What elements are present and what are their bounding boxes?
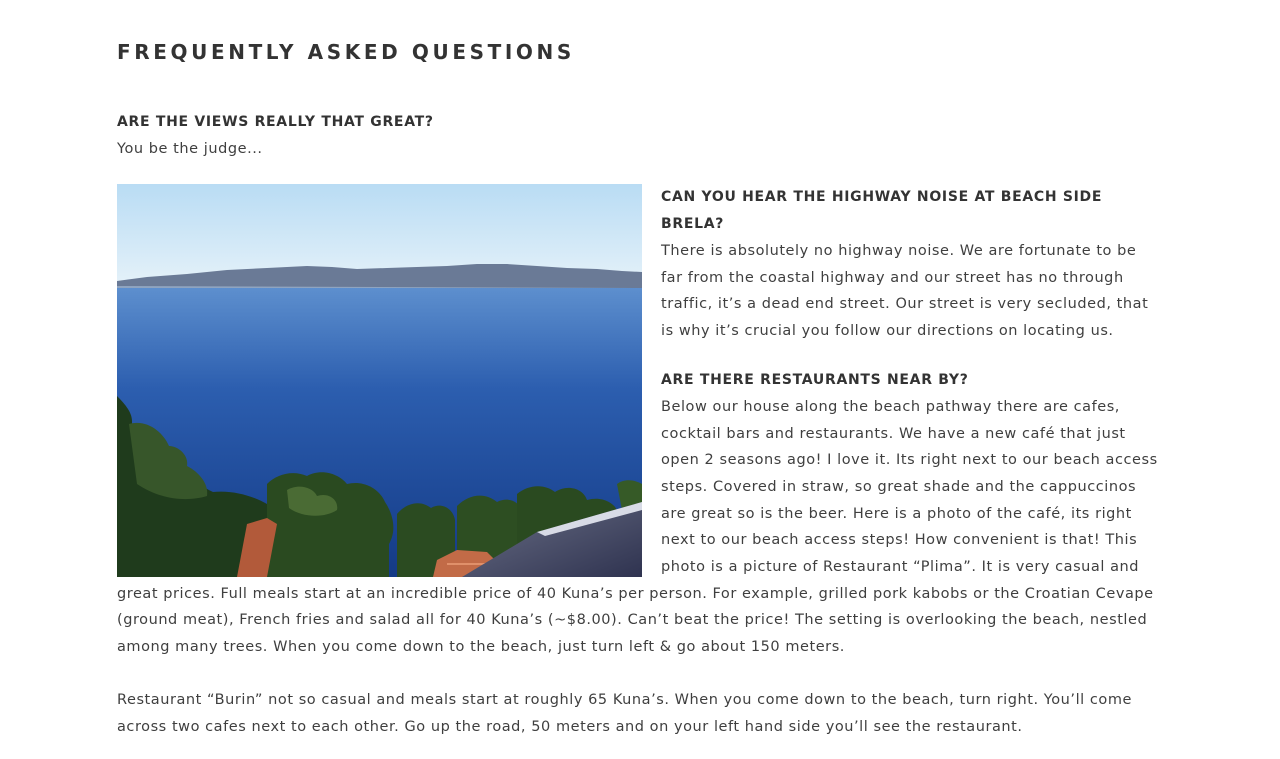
faq-question: ARE THE VIEWS REALLY THAT GREAT? xyxy=(117,114,434,130)
faq-answer: Below our house along the beach pathway there are cafes, cocktail bars and restaurants. We have a new café that just open 2 seasons ago! I love it. Its right next to our beach access steps. Covered in straw, so great shade and the cappuccinos are great so is the beer. Here is a photo of the café, its right next to our beach access steps! How convenient is that! This photo is a picture of Restaurant “Plima”. It is very casual and great prices. Full meals start at an incredible price of 40 Kuna’s per person. For example, grilled pork kabobs or the Croatian Cevape (ground meat), French fries and salad all for 40 Kuna’s (~$8.00). Can’t beat the price! The setting is overlooking the beach, nestled among many trees. When you come down to the beach, just turn left & go about 150 meters. xyxy=(117,398,1158,656)
faq-answer: You be the judge... xyxy=(117,141,263,157)
faq-question: CAN YOU HEAR THE HIGHWAY NOISE AT BEACH SIDE BRELA? xyxy=(661,189,1103,232)
faq-answer: There is absolutely no highway noise. We are fortunate to be far from the coastal highway and our street has no through traffic, it’s a dead end street. Our street is very secluded, that is why it’s crucial you follow our directions on locating us. xyxy=(661,243,1149,340)
faq-answer-continued: Restaurant “Burin” not so casual and meals start at roughly 65 Kuna’s. When you come down to the beach, turn right. You’ll come across two cafes next to each other. Go up the road, 50 meters and on your left hand side you’ll see the restaurant. xyxy=(117,691,1132,735)
sea-view-photo xyxy=(117,184,642,577)
faq-question: ARE THERE RESTAURANTS NEAR BY? xyxy=(661,371,969,388)
faq-flow xyxy=(117,184,1160,740)
faq-item-views xyxy=(117,109,1160,163)
page-title: FREQUENTLY ASKED QUESTIONS xyxy=(117,40,575,64)
spacer xyxy=(117,661,1160,687)
